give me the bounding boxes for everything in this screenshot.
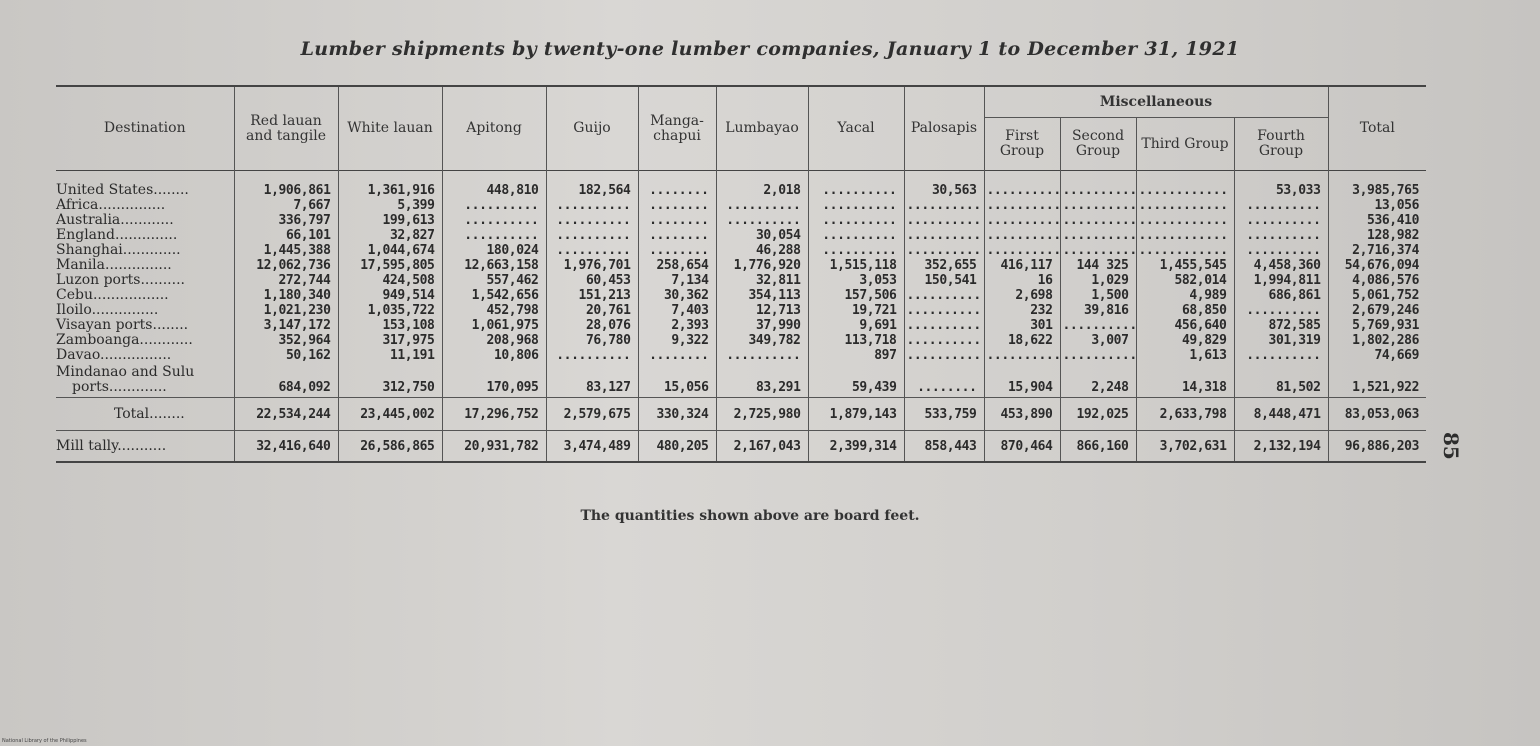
- value-cell: 557,462: [442, 273, 546, 288]
- value-cell: ........: [638, 198, 716, 213]
- value-cell: 22,534,244: [234, 398, 338, 431]
- value-cell: 1,906,861: [234, 183, 338, 198]
- header-destination: Destination: [56, 86, 234, 171]
- value-cell: ..........: [984, 183, 1060, 198]
- value-cell: ..........: [1060, 348, 1136, 363]
- value-cell: 1,976,701: [546, 258, 638, 273]
- value-cell: 1,879,143: [808, 398, 904, 431]
- value-cell: 1,500: [1060, 288, 1136, 303]
- value-cell: 872,585: [1234, 318, 1328, 333]
- value-cell: 8,448,471: [1234, 398, 1328, 431]
- value-cell: 1,361,916: [338, 183, 442, 198]
- destination-cell: Zamboanga............: [56, 332, 193, 348]
- value-cell: ..........: [984, 348, 1060, 363]
- value-cell: 3,702,631: [1136, 431, 1234, 463]
- value-cell: 1,994,811: [1234, 273, 1328, 288]
- value-cell: ..........: [1234, 198, 1328, 213]
- value-cell: 17,296,752: [442, 398, 546, 431]
- footnote: The quantities shown above are board feet.: [580, 508, 920, 524]
- value-cell: ............: [1136, 213, 1234, 228]
- destination-cell: Iloilo...............: [56, 302, 159, 318]
- value-cell: 4,086,576: [1328, 273, 1426, 288]
- value-cell: 76,780: [546, 333, 638, 348]
- value-cell: ........: [638, 348, 716, 363]
- value-cell: ..........: [1060, 228, 1136, 243]
- value-cell: 7,667: [234, 198, 338, 213]
- value-cell: 424,508: [338, 273, 442, 288]
- value-cell: 2,018: [716, 183, 808, 198]
- value-cell: 349,782: [716, 333, 808, 348]
- value-cell: 949,514: [338, 288, 442, 303]
- value-cell: ..........: [808, 213, 904, 228]
- value-cell: 17,595,805: [338, 258, 442, 273]
- value-cell: 4,989: [1136, 288, 1234, 303]
- value-cell: 272,744: [234, 273, 338, 288]
- value-cell: ..........: [546, 198, 638, 213]
- value-cell: ..........: [984, 228, 1060, 243]
- destination-cell: Cebu.................: [56, 287, 169, 303]
- value-cell: ........: [904, 363, 984, 398]
- value-cell: 2,579,675: [546, 398, 638, 431]
- value-cell: 199,613: [338, 213, 442, 228]
- value-cell: 83,053,063: [1328, 398, 1426, 431]
- table-row: [56, 333, 1426, 348]
- value-cell: 5,399: [338, 198, 442, 213]
- page-number: 85: [1439, 432, 1463, 460]
- value-cell: ............: [1136, 198, 1234, 213]
- value-cell: ..........: [1234, 348, 1328, 363]
- value-cell: ..........: [1060, 243, 1136, 258]
- header-first-group: First Group: [984, 118, 1060, 171]
- value-cell: 30,563: [904, 183, 984, 198]
- value-cell: ..........: [904, 348, 984, 363]
- value-cell: 1,776,920: [716, 258, 808, 273]
- destination-cell: Manila...............: [56, 257, 172, 273]
- header-second-group: Second Group: [1060, 118, 1136, 171]
- value-cell: 46,288: [716, 243, 808, 258]
- value-cell: ............: [1136, 228, 1234, 243]
- destination-cell: England..............: [56, 227, 178, 243]
- value-cell: ..........: [1060, 213, 1136, 228]
- value-cell: ........: [638, 243, 716, 258]
- value-cell: 870,464: [984, 431, 1060, 463]
- value-cell: 897: [808, 348, 904, 363]
- value-cell: 19,721: [808, 303, 904, 318]
- table-row: [56, 348, 1426, 363]
- table-row: [56, 198, 1426, 213]
- value-cell: 66,101: [234, 228, 338, 243]
- value-cell: 49,829: [1136, 333, 1234, 348]
- value-cell: 3,474,489: [546, 431, 638, 463]
- value-cell: 1,061,975: [442, 318, 546, 333]
- destination-cell: Shanghai.............: [56, 242, 181, 258]
- value-cell: 533,759: [904, 398, 984, 431]
- value-cell: 26,586,865: [338, 431, 442, 463]
- destination-cell: Visayan ports........: [56, 317, 189, 333]
- value-cell: 2,393: [638, 318, 716, 333]
- value-cell: 456,640: [1136, 318, 1234, 333]
- header-white-lauan: White lauan: [338, 86, 442, 171]
- value-cell: ..........: [904, 213, 984, 228]
- value-cell: 2,167,043: [716, 431, 808, 463]
- value-cell: ............: [1136, 243, 1234, 258]
- value-cell: 453,890: [984, 398, 1060, 431]
- value-cell: 151,213: [546, 288, 638, 303]
- value-cell: 686,861: [1234, 288, 1328, 303]
- value-cell: 74,669: [1328, 348, 1426, 363]
- value-cell: 15,904: [984, 363, 1060, 398]
- value-cell: ..........: [546, 348, 638, 363]
- value-cell: 1,044,674: [338, 243, 442, 258]
- table-row: [56, 273, 1426, 288]
- value-cell: 11,191: [338, 348, 442, 363]
- value-cell: 23,445,002: [338, 398, 442, 431]
- value-cell: 2,633,798: [1136, 398, 1234, 431]
- value-cell: 12,062,736: [234, 258, 338, 273]
- value-cell: 1,021,230: [234, 303, 338, 318]
- value-cell: ..........: [1060, 318, 1136, 333]
- destination-cell: Total........: [56, 398, 234, 431]
- table-row: [56, 258, 1426, 273]
- value-cell: 7,134: [638, 273, 716, 288]
- value-cell: 157,506: [808, 288, 904, 303]
- value-cell: ..........: [1234, 303, 1328, 318]
- table-row: [56, 213, 1426, 228]
- value-cell: 1,613: [1136, 348, 1234, 363]
- value-cell: ..........: [716, 213, 808, 228]
- value-cell: 12,713: [716, 303, 808, 318]
- value-cell: ............: [1136, 183, 1234, 198]
- value-cell: ..........: [808, 243, 904, 258]
- value-cell: ..........: [904, 288, 984, 303]
- value-cell: 2,716,374: [1328, 243, 1426, 258]
- value-cell: 2,248: [1060, 363, 1136, 398]
- value-cell: 232: [984, 303, 1060, 318]
- table-row: [56, 243, 1426, 258]
- value-cell: ..........: [1234, 228, 1328, 243]
- value-cell: 13,056: [1328, 198, 1426, 213]
- credit-line: National Library of the Philippines: [2, 738, 87, 744]
- value-cell: 30,054: [716, 228, 808, 243]
- value-cell: 113,718: [808, 333, 904, 348]
- value-cell: 866,160: [1060, 431, 1136, 463]
- header-lumbayao: Lumbayao: [716, 86, 808, 171]
- value-cell: 32,811: [716, 273, 808, 288]
- value-cell: 180,024: [442, 243, 546, 258]
- header-mangachapui: Manga-chapui: [638, 86, 716, 171]
- value-cell: 37,990: [716, 318, 808, 333]
- destination-line: ports.............: [72, 379, 167, 395]
- value-cell: 1,542,656: [442, 288, 546, 303]
- value-cell: 1,445,388: [234, 243, 338, 258]
- value-cell: ..........: [546, 213, 638, 228]
- value-cell: 336,797: [234, 213, 338, 228]
- value-cell: ..........: [1234, 213, 1328, 228]
- value-cell: 4,458,360: [1234, 258, 1328, 273]
- value-cell: ........: [638, 183, 716, 198]
- header-guijo: Guijo: [546, 86, 638, 171]
- value-cell: 10,806: [442, 348, 546, 363]
- value-cell: 5,061,752: [1328, 288, 1426, 303]
- value-cell: 352,655: [904, 258, 984, 273]
- value-cell: ..........: [1234, 243, 1328, 258]
- header-apitong: Apitong: [442, 86, 546, 171]
- value-cell: ..........: [442, 213, 546, 228]
- header-fourth-group: Fourth Group: [1234, 118, 1328, 171]
- value-cell: 1,521,922: [1328, 363, 1426, 398]
- value-cell: ..........: [808, 183, 904, 198]
- table-row-total: [56, 398, 1426, 431]
- value-cell: 182,564: [546, 183, 638, 198]
- value-cell: 452,798: [442, 303, 546, 318]
- lumber-shipments-table: [56, 85, 1426, 463]
- value-cell: 150,541: [904, 273, 984, 288]
- value-cell: 15,056: [638, 363, 716, 398]
- value-cell: 28,076: [546, 318, 638, 333]
- value-cell: 50,162: [234, 348, 338, 363]
- table-row-mill-tally: [56, 431, 1426, 463]
- header-third-group: Third Group: [1136, 118, 1234, 171]
- value-cell: 301: [984, 318, 1060, 333]
- value-cell: ..........: [904, 198, 984, 213]
- value-cell: ..........: [984, 213, 1060, 228]
- value-cell: 153,108: [338, 318, 442, 333]
- value-cell: 312,750: [338, 363, 442, 398]
- value-cell: 30,362: [638, 288, 716, 303]
- value-cell: 9,691: [808, 318, 904, 333]
- header-miscellaneous: Miscellaneous: [984, 86, 1328, 118]
- value-cell: 83,127: [546, 363, 638, 398]
- value-cell: ..........: [1060, 183, 1136, 198]
- value-cell: 448,810: [442, 183, 546, 198]
- value-cell: 59,439: [808, 363, 904, 398]
- header-palosapis: Palosapis: [904, 86, 984, 171]
- value-cell: ..........: [984, 198, 1060, 213]
- table-row: [56, 288, 1426, 303]
- value-cell: 81,502: [1234, 363, 1328, 398]
- value-cell: 128,982: [1328, 228, 1426, 243]
- value-cell: 14,318: [1136, 363, 1234, 398]
- value-cell: 2,679,246: [1328, 303, 1426, 318]
- value-cell: 684,092: [234, 363, 338, 398]
- table-row: [56, 318, 1426, 333]
- value-cell: 53,033: [1234, 183, 1328, 198]
- value-cell: ..........: [442, 228, 546, 243]
- value-cell: ..........: [546, 243, 638, 258]
- table-row: [56, 303, 1426, 318]
- value-cell: 1,029: [1060, 273, 1136, 288]
- destination-cell: Luzon ports..........: [56, 272, 185, 288]
- value-cell: 3,007: [1060, 333, 1136, 348]
- table-row: [56, 228, 1426, 243]
- value-cell: 39,816: [1060, 303, 1136, 318]
- value-cell: ..........: [808, 198, 904, 213]
- header-yacal: Yacal: [808, 86, 904, 171]
- value-cell: 352,964: [234, 333, 338, 348]
- table-row: [56, 183, 1426, 198]
- value-cell: 20,931,782: [442, 431, 546, 463]
- value-cell: 3,147,172: [234, 318, 338, 333]
- value-cell: ..........: [904, 243, 984, 258]
- value-cell: ..........: [904, 303, 984, 318]
- value-cell: 60,453: [546, 273, 638, 288]
- value-cell: 536,410: [1328, 213, 1426, 228]
- value-cell: 3,985,765: [1328, 183, 1426, 198]
- table-row-mindanao: [56, 363, 1426, 398]
- value-cell: 1,455,545: [1136, 258, 1234, 273]
- value-cell: 354,113: [716, 288, 808, 303]
- value-cell: ..........: [1060, 198, 1136, 213]
- value-cell: 32,416,640: [234, 431, 338, 463]
- spacer-row: [56, 171, 1426, 184]
- value-cell: 7,403: [638, 303, 716, 318]
- value-cell: ..........: [546, 228, 638, 243]
- destination-line: Mindanao and Sulu: [56, 364, 195, 380]
- value-cell: 2,132,194: [1234, 431, 1328, 463]
- value-cell: 18,622: [984, 333, 1060, 348]
- value-cell: 170,095: [442, 363, 546, 398]
- value-cell: 9,322: [638, 333, 716, 348]
- value-cell: 301,319: [1234, 333, 1328, 348]
- destination-cell: Australia............: [56, 212, 174, 228]
- value-cell: 32,827: [338, 228, 442, 243]
- value-cell: ..........: [904, 228, 984, 243]
- value-cell: ..........: [984, 243, 1060, 258]
- destination-cell: Davao................: [56, 347, 172, 363]
- value-cell: ..........: [716, 348, 808, 363]
- value-cell: ........: [638, 228, 716, 243]
- value-cell: 582,014: [1136, 273, 1234, 288]
- value-cell: 16: [984, 273, 1060, 288]
- value-cell: 54,676,094: [1328, 258, 1426, 273]
- value-cell: 1,180,340: [234, 288, 338, 303]
- value-cell: 330,324: [638, 398, 716, 431]
- value-cell: 1,035,722: [338, 303, 442, 318]
- table-title: Lumber shipments by twenty-one lumber companies, January 1 to December 31, 1921: [300, 38, 1240, 60]
- value-cell: 480,205: [638, 431, 716, 463]
- value-cell: 1,515,118: [808, 258, 904, 273]
- value-cell: 192,025: [1060, 398, 1136, 431]
- value-cell: ........: [638, 213, 716, 228]
- header-red-lauan: Red lauan and tangile: [234, 86, 338, 171]
- destination-cell: United States........: [56, 182, 189, 198]
- value-cell: ..........: [904, 318, 984, 333]
- value-cell: ..........: [716, 198, 808, 213]
- value-cell: 2,725,980: [716, 398, 808, 431]
- value-cell: 5,769,931: [1328, 318, 1426, 333]
- destination-cell: [56, 363, 234, 398]
- value-cell: 208,968: [442, 333, 546, 348]
- value-cell: 416,117: [984, 258, 1060, 273]
- value-cell: 144 325: [1060, 258, 1136, 273]
- value-cell: ..........: [904, 333, 984, 348]
- destination-cell: Mill tally...........: [56, 431, 234, 463]
- value-cell: 68,850: [1136, 303, 1234, 318]
- value-cell: 20,761: [546, 303, 638, 318]
- value-cell: ..........: [808, 228, 904, 243]
- value-cell: 3,053: [808, 273, 904, 288]
- value-cell: 12,663,158: [442, 258, 546, 273]
- value-cell: 96,886,203: [1328, 431, 1426, 463]
- header-total: Total: [1328, 86, 1426, 171]
- value-cell: 858,443: [904, 431, 984, 463]
- value-cell: 83,291: [716, 363, 808, 398]
- value-cell: 258,654: [638, 258, 716, 273]
- destination-cell: Africa...............: [56, 197, 166, 213]
- value-cell: 2,399,314: [808, 431, 904, 463]
- value-cell: 1,802,286: [1328, 333, 1426, 348]
- value-cell: ..........: [442, 198, 546, 213]
- value-cell: 317,975: [338, 333, 442, 348]
- value-cell: 2,698: [984, 288, 1060, 303]
